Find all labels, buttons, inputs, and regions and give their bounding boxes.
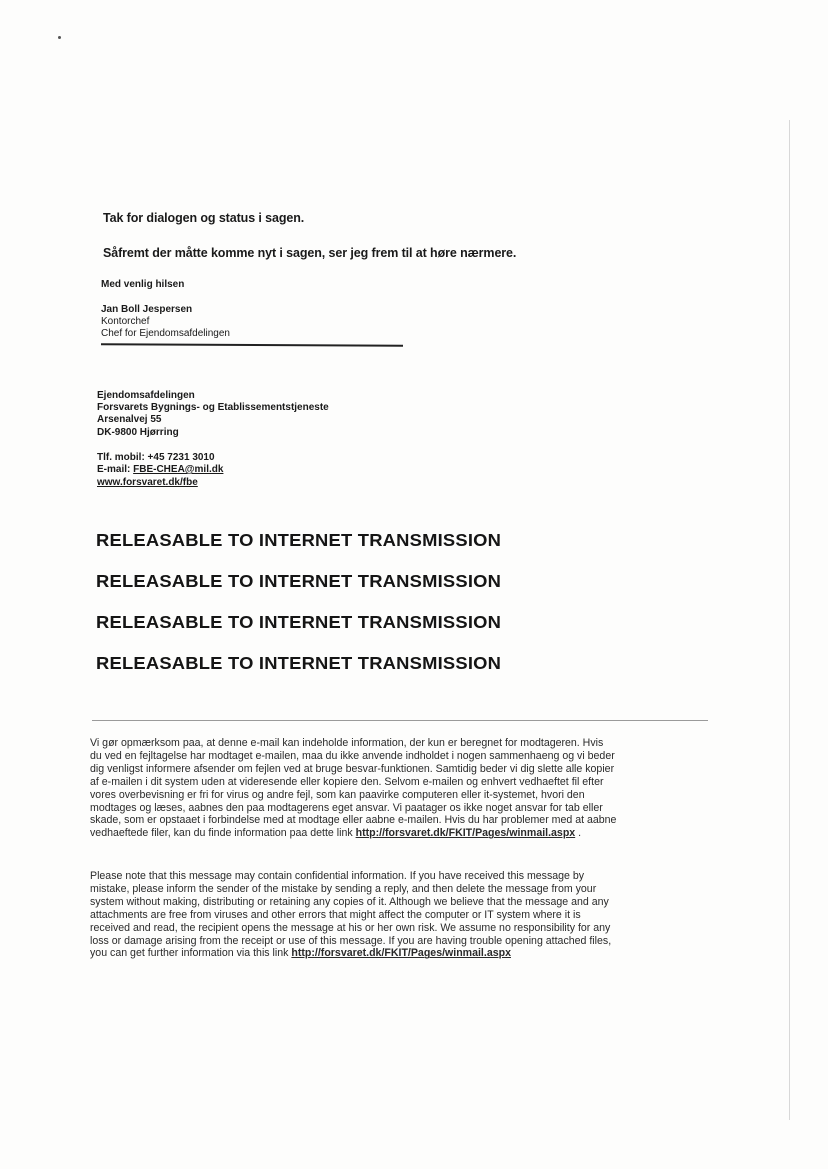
disclaimer-danish-link[interactable]: http://forsvaret.dk/FKIT/Pages/winmail.aspx <box>355 827 576 840</box>
disclaimer-danish-line: af e-mailen i dit system uden at videresende eller kopiere den. Selvom e-mailen og enhvert vedhaeftet fil efter <box>90 775 604 788</box>
disclaimer-english <box>90 870 611 960</box>
contact-email-link[interactable]: FBE-CHEA@mil.dk <box>133 464 224 475</box>
address-org: Forsvarets Bygnings- og Etablissementstjeneste <box>97 402 329 413</box>
address-street: Arsenalvej 55 <box>97 414 162 425</box>
signature-title: Kontorchef <box>101 316 150 327</box>
releasable-banner-2: RELEASABLE TO INTERNET TRANSMISSION <box>96 571 502 591</box>
address-dept: Ejendomsafdelingen <box>97 390 195 401</box>
disclaimer-english-line: system without making, distributing or retaining any copies of it. Although we believe that the message and any <box>90 895 609 908</box>
releasable-banner-1: RELEASABLE TO INTERNET TRANSMISSION <box>96 530 502 550</box>
disclaimer-danish-line: modtages og læses, aabnes den paa modtagerens eget ansvar. Vi paatager os ikke noget ansvar for tab eller <box>90 801 603 814</box>
greeting-line-2: Såfremt der måtte komme nyt i sagen, ser jeg frem til at høre nærmere. <box>103 246 517 260</box>
signature-closing: Med venlig hilsen <box>101 279 185 290</box>
scan-edge-line <box>789 120 790 1120</box>
contact-email-label: E-mail: <box>97 464 134 475</box>
disclaimer-danish-line: skade, som er opstaaet i forbindelse med at modtage eller aabne e-mailen. Hvis du har problemer med at aabne <box>90 814 617 827</box>
disclaimer-english-line: received and read, the recipient opens the message at his or her own risk. We assume no responsibility for any <box>90 921 611 934</box>
scan-speck <box>58 36 61 39</box>
contact-website-link[interactable]: www.forsvaret.dk/fbe <box>97 477 198 488</box>
disclaimer-separator <box>92 720 708 721</box>
signature-role: Chef for Ejendomsafdelingen <box>101 328 230 339</box>
address-city: DK-9800 Hjørring <box>97 427 179 438</box>
disclaimer-english-line: you can get further information via this link <box>90 947 292 960</box>
disclaimer-english-line: attachments are free from viruses and other errors that might affect the computer or IT system where it is <box>90 908 581 921</box>
disclaimer-danish-line: Vi gør opmærksom paa, at denne e-mail kan indeholde information, der kun er beregnet for modtageren. Hvis <box>90 737 604 749</box>
contact-email-line <box>97 464 223 476</box>
greeting-line-1: Tak for dialogen og status i sagen. <box>103 211 305 225</box>
disclaimer-danish-link-suffix: . <box>575 827 582 840</box>
releasable-banner-3: RELEASABLE TO INTERNET TRANSMISSION <box>96 612 502 632</box>
disclaimer-english-line: mistake, please inform the sender of the mistake by sending a reply, and then delete the message from your <box>90 882 597 895</box>
signature-name: Jan Boll Jespersen <box>101 304 193 315</box>
disclaimer-english-last-line <box>90 947 611 960</box>
disclaimer-english-line: Please note that this message may contain confidential information. If you have received this message by <box>90 870 585 882</box>
contact-phone: Tlf. mobil: +45 7231 3010 <box>97 452 215 463</box>
disclaimer-english-link[interactable]: http://forsvaret.dk/FKIT/Pages/winmail.aspx <box>291 947 511 960</box>
disclaimer-danish-line: vedhaeftede filer, kan du finde information paa dette link <box>90 827 356 840</box>
disclaimer-danish <box>90 737 616 840</box>
releasable-banner-4: RELEASABLE TO INTERNET TRANSMISSION <box>96 653 502 673</box>
disclaimer-english-line: loss or damage arising from the receipt or use of this message. If you are having trouble opening attached files, <box>90 934 612 947</box>
disclaimer-danish-last-line <box>90 827 616 840</box>
disclaimer-danish-line: dig venligst informere afsender om fejlen ved at bruge besvar-funktionen. Samtidig beder vi dig slette alle kopier <box>90 762 615 775</box>
signature-rule <box>101 343 403 347</box>
disclaimer-danish-line: du ved en fejltagelse har modtaget e-mailen, maa du ikke anvende indholdet i nogen sammenhaeng og vi beder <box>90 749 615 762</box>
disclaimer-danish-line: vores overbevisning er fri for virus og andre fejl, som kan paavirke computeren eller it-systemet, hvori den <box>90 788 585 801</box>
